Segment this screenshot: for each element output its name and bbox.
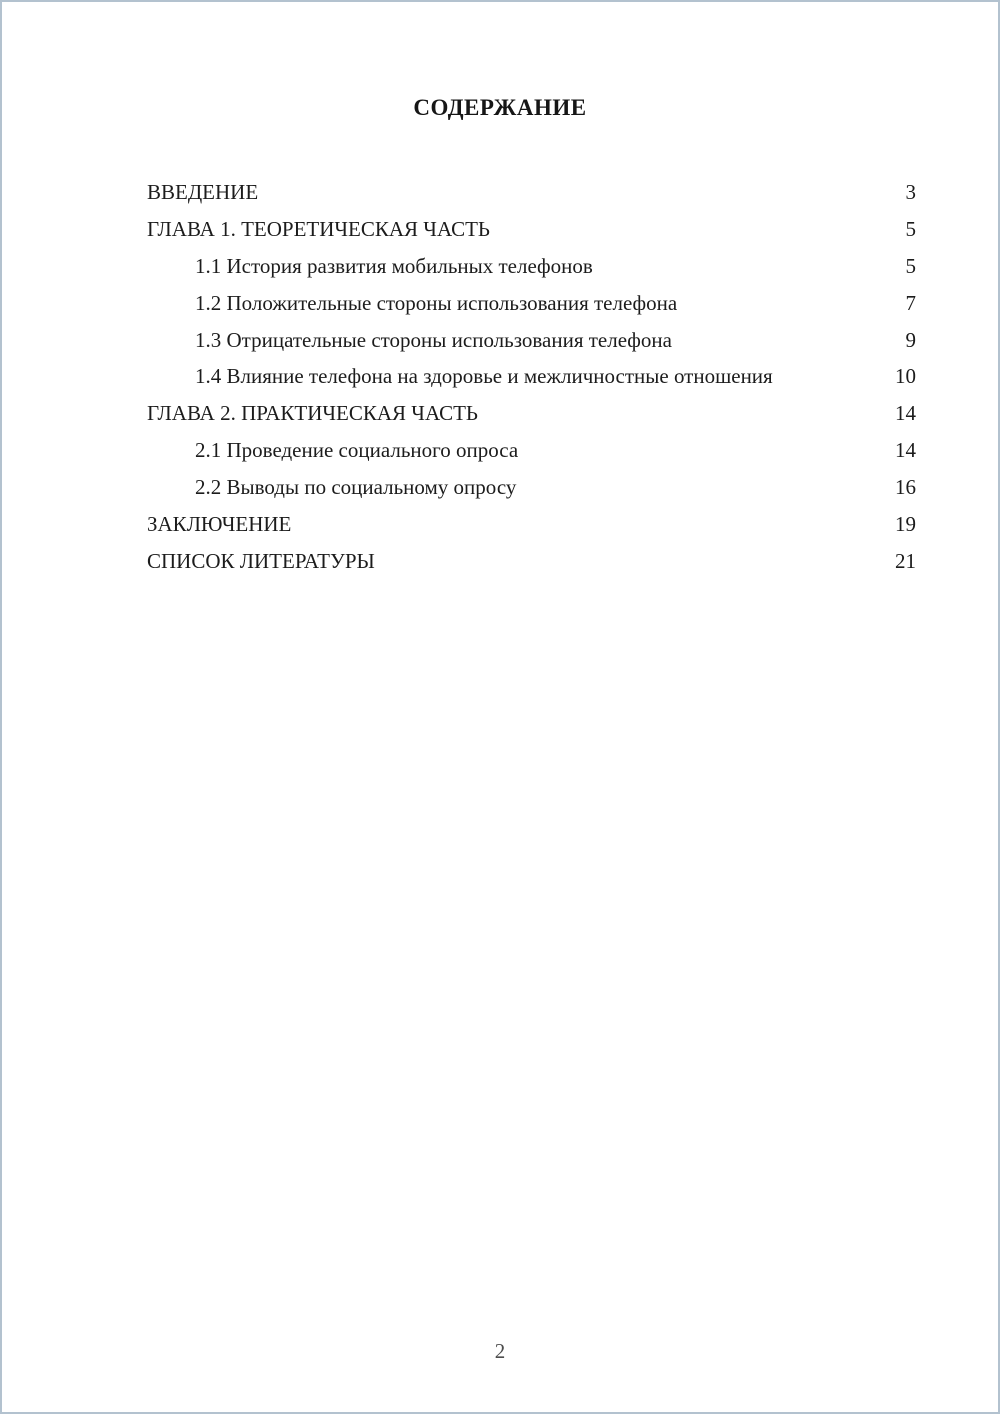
toc-entry-label-text: 2.1 Проведение социального опроса [195, 438, 519, 463]
toc-entry [147, 362, 916, 391]
toc-entry-label-text: ГЛАВА 1. ТЕОРЕТИЧЕСКАЯ ЧАСТЬ [147, 216, 490, 241]
toc-entry-label [147, 510, 291, 539]
toc-entry-label [147, 362, 773, 391]
toc-entry-label-text: 1.2 Положительные стороны использования телефона [195, 290, 678, 315]
toc-entry-label-text: 2.2 Выводы по социальному опросу [195, 475, 517, 500]
toc-entry-label [147, 547, 375, 576]
toc-entry [147, 510, 916, 539]
toc-entry [147, 215, 916, 244]
toc-entry-label-text: 1.1 История развития мобильных телефонов [195, 253, 593, 278]
toc-entry-label-text: СПИСОК ЛИТЕРАТУРЫ [147, 548, 375, 573]
toc-entry-label-text: 1.3 Отрицательные стороны использования телефона [195, 327, 672, 352]
toc-entry-label [147, 178, 258, 207]
footer-page-number: 2 [494, 1339, 506, 1363]
toc-entry-page: 16 [895, 475, 916, 500]
toc-entry [147, 326, 916, 355]
toc-entry [147, 473, 916, 502]
toc-entry-label [147, 252, 593, 281]
toc-entry-label [147, 215, 490, 244]
toc-entry-label [147, 399, 478, 428]
toc-entry [147, 399, 916, 428]
toc-entry-label [147, 326, 672, 355]
toc-entry [147, 252, 916, 281]
toc-entry-page: 7 [905, 290, 916, 315]
toc-entry [147, 436, 916, 465]
toc-title: СОДЕРЖАНИЕ [413, 95, 587, 120]
toc-entry-page: 14 [895, 401, 916, 426]
toc-entry-label [147, 436, 518, 465]
toc-entry-label [147, 289, 677, 318]
toc-entry-label [147, 473, 516, 502]
toc-entry-label-text: ВВЕДЕНИЕ [147, 180, 259, 204]
toc-entry-page: 21 [895, 548, 916, 573]
toc-entry-label-text: ГЛАВА 2. ПРАКТИЧЕСКАЯ ЧАСТЬ [147, 401, 478, 426]
toc-entry-page: 14 [895, 438, 916, 463]
toc-entry [147, 178, 916, 207]
toc-entry [147, 547, 916, 576]
toc-entry-page: 19 [895, 512, 916, 537]
toc-list [2, 178, 998, 576]
toc-entry-page: 10 [895, 364, 916, 389]
toc-entry-page: 5 [905, 253, 916, 278]
toc-entry-label-text: 1.4 Влияние телефона на здоровье и межличностные отношения [195, 364, 773, 389]
toc-entry-page: 5 [905, 216, 916, 241]
toc-entry-label-text: ЗАКЛЮЧЕНИЕ [147, 512, 292, 537]
toc-entry-page: 3 [905, 180, 916, 204]
toc-entry [147, 289, 916, 318]
toc-entry-page: 9 [905, 327, 916, 352]
